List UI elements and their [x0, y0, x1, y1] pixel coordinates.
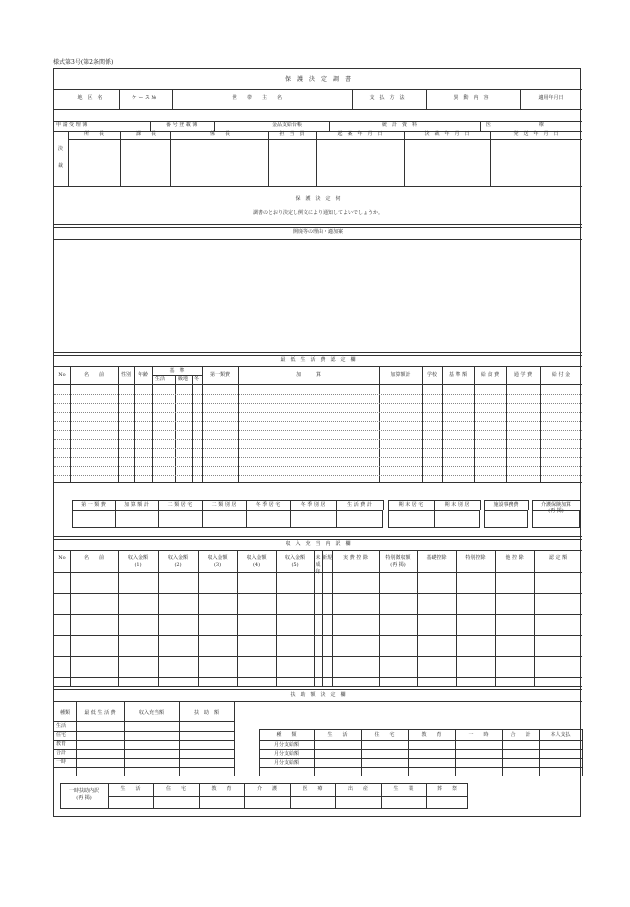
aid-left-row-1: 住宅 [56, 732, 67, 738]
column-line [495, 550, 496, 686]
column-line [580, 500, 581, 510]
income-col-inc3: 収入金額 (3) [207, 555, 228, 568]
temp-aid-col-6: 生 業 [393, 786, 414, 792]
col-first: 第一類費 [209, 372, 230, 378]
rule-line [54, 109, 582, 110]
col-sex: 性別 [120, 372, 131, 378]
income-col-other: 他 控 除 [505, 555, 524, 561]
header-change: 異 動 内 容 [453, 95, 489, 101]
registry-note: 療 [539, 122, 545, 128]
column-line [158, 550, 159, 686]
summary-label-2: 二 類 居 宅 [167, 502, 193, 508]
rule-line [484, 500, 528, 501]
summary-label-8: 期 末 別 居 [444, 502, 470, 508]
summary-label-1: 加 算 額 計 [124, 502, 149, 508]
rule-line [54, 677, 582, 678]
column-line [153, 783, 154, 809]
kessai-char-2: 裁 [58, 163, 64, 169]
dotted-rule [54, 394, 582, 395]
col-meal: 給 食 費 [480, 372, 500, 378]
column-line [582, 729, 583, 776]
income-col-name: 名 前 [83, 555, 104, 561]
column-line [214, 121, 215, 131]
income-col-basic: 基礎控除 [426, 555, 447, 561]
column-line [72, 500, 73, 510]
aid-title: 扶 助 額 決 定 欄 [290, 692, 346, 698]
column-line [502, 729, 503, 776]
aid-right-row-0: 月分支給額 [273, 742, 299, 748]
col-commute: 通 学 費 [513, 372, 533, 378]
income-col-special: 特別徴収額 (再 掲) [385, 555, 411, 568]
temp-aid-col-5: 出 産 [347, 786, 368, 792]
col-standard_amt: 基 準 額 [448, 372, 468, 378]
col-no: No [58, 372, 66, 378]
income-col-approved: 認 定 額 [548, 555, 568, 561]
rule-line [54, 550, 582, 551]
col-addition: 加 算 [295, 372, 321, 378]
rule-line [108, 796, 468, 797]
summary-label-10: 介護保険加算 (再 掲) [540, 502, 571, 514]
dotted-rule [54, 466, 582, 467]
approval-group-chief: 係 長 [209, 131, 230, 137]
registry-application: 申 請 受 理 簿 [56, 122, 88, 128]
header-case-no: ケ ー ス № [131, 95, 157, 101]
aid-left-col-0: 種類 [59, 710, 70, 716]
min-living-title: 最 低 生 活 費 認 定 欄 [280, 357, 356, 363]
column-line [158, 500, 159, 528]
column-line [332, 550, 333, 686]
dotted-rule [54, 475, 582, 476]
rule-line [54, 635, 582, 636]
header-householder: 世 帯 主 名 [231, 95, 282, 101]
rule-line [532, 500, 580, 501]
column-line [335, 783, 336, 809]
column-line [383, 500, 384, 510]
rule-line [54, 656, 582, 657]
column-line [124, 701, 125, 776]
registry-cash: 金品支給台帳 [272, 122, 303, 128]
rule-line [54, 121, 582, 122]
aid-right-col-4: 一 時 [468, 732, 489, 738]
proposal-title: 保 護 決 定 伺 [295, 196, 341, 202]
document-page [53, 68, 581, 817]
column-line [456, 550, 457, 686]
aid-right-col-3: 教 育 [421, 732, 442, 738]
temp-aid-col-3: 介 護 [256, 786, 277, 792]
column-line [202, 500, 203, 528]
rule-line [152, 375, 202, 376]
col-standard: 基 準 [169, 368, 185, 374]
column-line [417, 550, 418, 686]
proposal-text: 調書のとおり決定し例文により通知してよいでしょうか。 [252, 210, 383, 216]
income-title: 収 入 充 当 内 訳 欄 [285, 541, 351, 547]
column-line [198, 550, 199, 686]
column-line [150, 121, 151, 131]
rule-line [54, 482, 582, 483]
rule-line [54, 689, 582, 690]
summary-label-5: 冬 季 別 居 [300, 502, 326, 508]
form-number: 様式第3号(第2条関係) [53, 59, 114, 66]
rule-line [54, 758, 234, 759]
column-line [480, 121, 481, 131]
form-title: 保 護 決 定 調 書 [284, 76, 351, 83]
aid-left-row-3: 合計 [56, 750, 67, 756]
column-line [246, 500, 247, 528]
column-line [539, 729, 540, 776]
summary-label-7: 期 末 居 宅 [398, 502, 424, 508]
aid-right-row-2: 月分支給額 [273, 760, 299, 766]
approval-decided: 決 裁 年 月 日 [424, 131, 470, 137]
rule-line [72, 500, 383, 501]
registry-stats: 統 計 資 料 [382, 122, 418, 128]
registry-medical: 医 [486, 122, 492, 128]
approval-sent: 発 送 年 月 日 [513, 131, 559, 137]
temp-aid-col-2: 教 育 [211, 786, 232, 792]
rule-line [54, 224, 582, 225]
col-cold: 級地 [178, 376, 189, 382]
rule-line [259, 740, 582, 741]
dotted-rule [54, 421, 582, 422]
rule-line [259, 729, 582, 730]
approval-director: 所 長 [83, 131, 104, 137]
rule-line [259, 767, 582, 768]
column-line [314, 550, 315, 686]
column-line [534, 550, 535, 686]
rule-line [54, 355, 582, 356]
rule-line [54, 89, 582, 90]
column-line [528, 500, 529, 510]
col-age: 年齢 [137, 372, 148, 378]
column-line [179, 701, 180, 776]
column-line [290, 500, 291, 528]
temp-aid-col-4: 医 療 [302, 786, 323, 792]
column-line [115, 500, 116, 528]
summary-label-9: 施設事務費 [493, 502, 519, 508]
aid-right-col-6: 本人支払 [550, 732, 571, 738]
column-line [336, 500, 337, 528]
income-col-minor: 未成年 [315, 555, 321, 575]
approval-drafted: 起 案 年 月 日 [337, 131, 383, 137]
column-line [455, 729, 456, 776]
column-line [76, 701, 77, 776]
income-col-no: No [58, 555, 66, 561]
aid-left-row-4: 一時 [56, 759, 67, 765]
column-line [426, 783, 427, 809]
dotted-rule [54, 412, 582, 413]
aid-right-col-1: 生 活 [327, 732, 348, 738]
col-school: 学校 [426, 372, 437, 378]
rule-line [54, 227, 582, 228]
header-area: 地 区 名 [77, 95, 103, 101]
column-line [290, 783, 291, 809]
rule-line [54, 749, 234, 750]
dotted-rule [54, 430, 582, 431]
column-line [118, 550, 119, 686]
summary-label-4: 冬 季 居 宅 [255, 502, 281, 508]
column-line [234, 701, 235, 776]
rule-line [54, 539, 582, 540]
aid-left-col-1: 最 低 生 活 費 [84, 710, 116, 716]
income-col-inc4: 収入金額 (4) [246, 555, 267, 568]
col-name: 名 前 [83, 372, 104, 378]
col-allowance: 給 付 金 [551, 372, 571, 378]
aid-left-row-0: 生活 [56, 723, 67, 729]
summary-label-6: 生 活 費 計 [347, 502, 372, 508]
dotted-rule [54, 448, 582, 449]
approval-section-chief: 課 長 [135, 131, 156, 137]
rule-line [54, 614, 582, 615]
rule-line [68, 139, 582, 140]
aid-right-row-1: 月分支給額 [273, 751, 299, 757]
aid-right-col-0: 種 類 [276, 732, 297, 738]
header-payment: 支 払 方 法 [369, 95, 405, 101]
rule-line [54, 239, 582, 240]
column-line [379, 550, 380, 686]
dotted-rule [54, 403, 582, 404]
aid-left-col-2: 収入充当額 [138, 710, 164, 716]
approval-in-charge: 担 当 員 [279, 131, 305, 137]
summary-label-3: 二 類 別 居 [211, 502, 237, 508]
column-line [314, 729, 315, 776]
column-line [408, 729, 409, 776]
temp-aid-col-0: 生 活 [120, 786, 141, 792]
rule-line [54, 721, 234, 722]
column-line [276, 550, 277, 686]
column-line [484, 500, 485, 510]
aid-left-col-3: 扶 助 額 [193, 710, 219, 716]
column-line [480, 500, 481, 510]
dotted-rule [54, 457, 582, 458]
col-addition_total: 加算額計 [390, 372, 411, 378]
rule-line [54, 186, 582, 187]
column-line [259, 729, 260, 776]
col-living: 生活 [155, 376, 166, 382]
rule-line [54, 572, 582, 573]
rule-line [54, 686, 582, 687]
aid-right-col-2: 住 宅 [374, 732, 395, 738]
temp-aid-col-7: 葬 祭 [436, 786, 457, 792]
column-line [434, 500, 435, 528]
column-line [322, 550, 323, 686]
column-line [532, 500, 533, 510]
income-col-inc5: 収入金額 (5) [284, 555, 305, 568]
temp-aid-col-1: 住 宅 [165, 786, 186, 792]
column-line [361, 729, 362, 776]
income-col-actual: 実 費 控 除 [343, 555, 368, 561]
income-col-inc1: 収入金額 (1) [127, 555, 148, 568]
registry-number: 番 号 登 載 簿 [166, 122, 198, 128]
column-line [70, 550, 71, 686]
summary-box-c [484, 510, 528, 528]
column-line [199, 783, 200, 809]
income-col-special_ded: 特別控除 [465, 555, 486, 561]
aid-right-col-5: 合 計 [510, 732, 531, 738]
kessai-char-1: 決 [58, 146, 64, 152]
temp-aid-label: 一時扶助内訳 (再 掲) [68, 788, 99, 801]
income-col-inc2: 収入金額 (2) [167, 555, 188, 568]
column-line [329, 121, 330, 131]
col-winter: 冬 [194, 376, 200, 382]
aid-left-row-2: 教育 [56, 741, 67, 747]
reason-title: 開廃等の理由・適加案 [292, 229, 343, 235]
summary-label-0: 第 一 類 費 [81, 502, 106, 508]
rule-line [54, 731, 234, 732]
rule-line [54, 593, 582, 594]
column-line [244, 783, 245, 809]
rule-line [388, 500, 480, 501]
column-line [388, 500, 389, 510]
rule-line [259, 749, 582, 750]
rule-line [54, 384, 582, 385]
rule-line [54, 536, 582, 537]
rule-line [259, 758, 582, 759]
column-line [381, 783, 382, 809]
rule-line [54, 740, 234, 741]
rule-line [54, 701, 582, 702]
rule-line [54, 352, 582, 353]
dotted-rule [54, 439, 582, 440]
header-applied-date: 適用年月日 [538, 95, 564, 101]
income-col-new: 新規 [322, 555, 333, 561]
rule-line [54, 767, 234, 768]
column-line [237, 550, 238, 686]
